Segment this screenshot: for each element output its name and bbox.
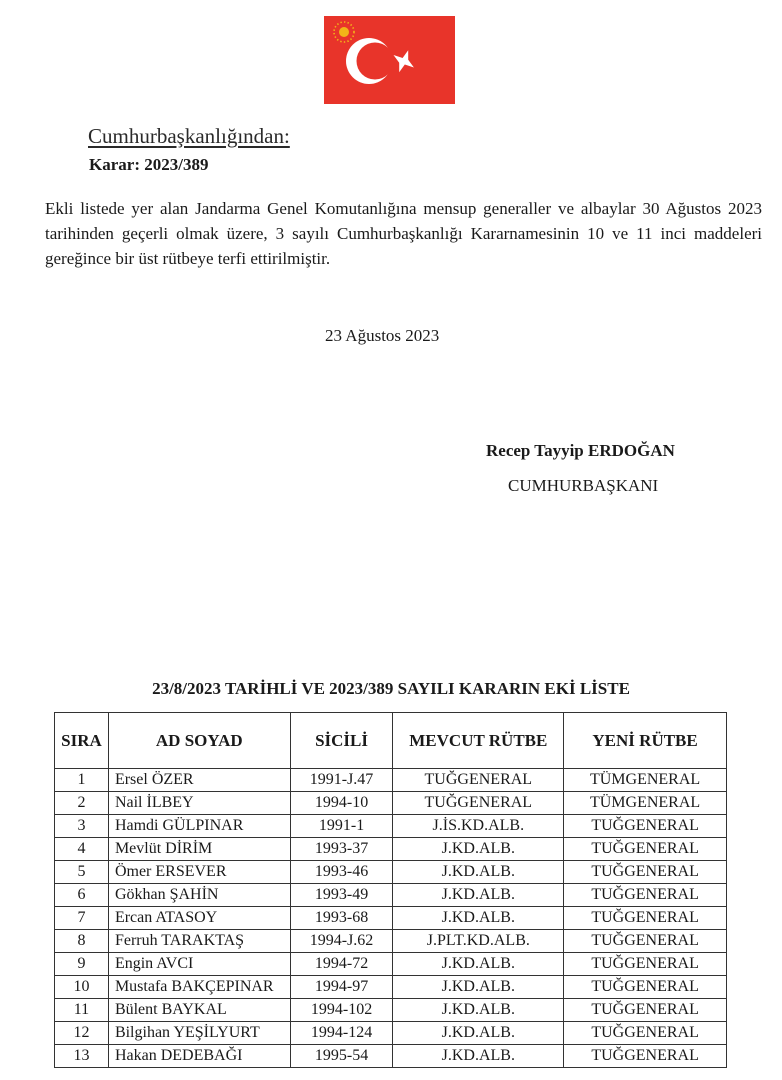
registry-number: 1991-1 [290, 815, 393, 838]
current-rank: J.KD.ALB. [393, 953, 564, 976]
table-row [55, 815, 727, 838]
table-row [55, 769, 727, 792]
current-rank: J.PLT.KD.ALB. [393, 930, 564, 953]
current-rank: J.KD.ALB. [393, 838, 564, 861]
current-rank: TUĞGENERAL [393, 792, 564, 815]
person-name: Engin AVCI [108, 953, 290, 976]
registry-number: 1994-124 [290, 1022, 393, 1045]
person-name: Mustafa BAKÇEPINAR [108, 976, 290, 999]
person-name: Bülent BAYKAL [108, 999, 290, 1022]
decision-body: Ekli listede yer alan Jandarma Genel Komutanlığına mensup generaller ve albaylar 30 Ağustos 2023 tarihinden geçerli olmak üzere, 3 sayılı Cumhurbaşkanlığı Kararnamesinin 10 ve 11 inci maddeleri gereğince bir üst rütbeye terfi ettirilmiştir. [45, 199, 762, 268]
list-title: 23/8/2023 TARİHLİ VE 2023/389 SAYILI KARARIN EKİ LİSTE [152, 679, 630, 698]
new-rank: TUĞGENERAL [564, 838, 727, 861]
table-row [55, 884, 727, 907]
new-rank: TUĞGENERAL [564, 815, 727, 838]
row-number: 5 [55, 861, 109, 884]
new-rank: TUĞGENERAL [564, 930, 727, 953]
row-number: 13 [55, 1045, 109, 1068]
current-rank: J.KD.ALB. [393, 1022, 564, 1045]
registry-number: 1994-10 [290, 792, 393, 815]
current-rank: J.KD.ALB. [393, 976, 564, 999]
new-rank: TUĞGENERAL [564, 1022, 727, 1045]
row-number: 12 [55, 1022, 109, 1045]
table-row [55, 953, 727, 976]
table-row [55, 999, 727, 1022]
registry-number: 1993-37 [290, 838, 393, 861]
person-name: Ferruh TARAKTAŞ [108, 930, 290, 953]
column-header-sicili: SİCİLİ [290, 713, 393, 769]
person-name: Ömer ERSEVER [108, 861, 290, 884]
new-rank: TUĞGENERAL [564, 1045, 727, 1068]
table-row [55, 1045, 727, 1068]
registry-number: 1993-49 [290, 884, 393, 907]
table-row [55, 976, 727, 999]
registry-number: 1994-102 [290, 999, 393, 1022]
registry-number: 1994-97 [290, 976, 393, 999]
table-row [55, 792, 727, 815]
current-rank: J.KD.ALB. [393, 861, 564, 884]
registry-number: 1994-J.62 [290, 930, 393, 953]
new-rank: TUĞGENERAL [564, 976, 727, 999]
table-row [55, 930, 727, 953]
decision-number: Karar: 2023/389 [89, 155, 209, 174]
person-name: Hamdi GÜLPINAR [108, 815, 290, 838]
table-row [55, 907, 727, 930]
new-rank: TUĞGENERAL [564, 907, 727, 930]
person-name: Nail İLBEY [108, 792, 290, 815]
current-rank: J.KD.ALB. [393, 884, 564, 907]
row-number: 4 [55, 838, 109, 861]
column-header-sira: SIRA [55, 713, 109, 769]
person-name: Mevlüt DİRİM [108, 838, 290, 861]
new-rank: TUĞGENERAL [564, 953, 727, 976]
decision-date: 23 Ağustos 2023 [325, 326, 440, 345]
row-number: 1 [55, 769, 109, 792]
person-name: Gökhan ŞAHİN [108, 884, 290, 907]
person-name: Bilgihan YEŞİLYURT [108, 1022, 290, 1045]
table-row [55, 1022, 727, 1045]
person-name: Hakan DEDEBAĞI [108, 1045, 290, 1068]
new-rank: TÜMGENERAL [564, 792, 727, 815]
registry-number: 1991-J.47 [290, 769, 393, 792]
promotion-list-table [54, 712, 727, 1068]
issuer-heading: Cumhurbaşkanlığından: [88, 124, 290, 148]
row-number: 9 [55, 953, 109, 976]
column-header-ad-soyad: AD SOYAD [108, 713, 290, 769]
column-header-mevcut-rutbe: MEVCUT RÜTBE [393, 713, 564, 769]
current-rank: J.İS.KD.ALB. [393, 815, 564, 838]
signer-title: CUMHURBAŞKANI [508, 476, 659, 495]
table-row [55, 838, 727, 861]
new-rank: TUĞGENERAL [564, 884, 727, 907]
signer-name: Recep Tayyip ERDOĞAN [486, 441, 675, 460]
table-row [55, 861, 727, 884]
registry-number: 1994-72 [290, 953, 393, 976]
new-rank: TUĞGENERAL [564, 999, 727, 1022]
row-number: 2 [55, 792, 109, 815]
new-rank: TÜMGENERAL [564, 769, 727, 792]
current-rank: J.KD.ALB. [393, 999, 564, 1022]
row-number: 6 [55, 884, 109, 907]
person-name: Ercan ATASOY [108, 907, 290, 930]
table-header-row [55, 713, 727, 769]
registry-number: 1995-54 [290, 1045, 393, 1068]
column-header-yeni-rutbe: YENİ RÜTBE [564, 713, 727, 769]
row-number: 11 [55, 999, 109, 1022]
turkish-presidential-flag-icon [324, 16, 455, 104]
registry-number: 1993-46 [290, 861, 393, 884]
new-rank: TUĞGENERAL [564, 861, 727, 884]
row-number: 10 [55, 976, 109, 999]
current-rank: TUĞGENERAL [393, 769, 564, 792]
row-number: 7 [55, 907, 109, 930]
row-number: 8 [55, 930, 109, 953]
current-rank: J.KD.ALB. [393, 1045, 564, 1068]
registry-number: 1993-68 [290, 907, 393, 930]
current-rank: J.KD.ALB. [393, 907, 564, 930]
row-number: 3 [55, 815, 109, 838]
person-name: Ersel ÖZER [108, 769, 290, 792]
